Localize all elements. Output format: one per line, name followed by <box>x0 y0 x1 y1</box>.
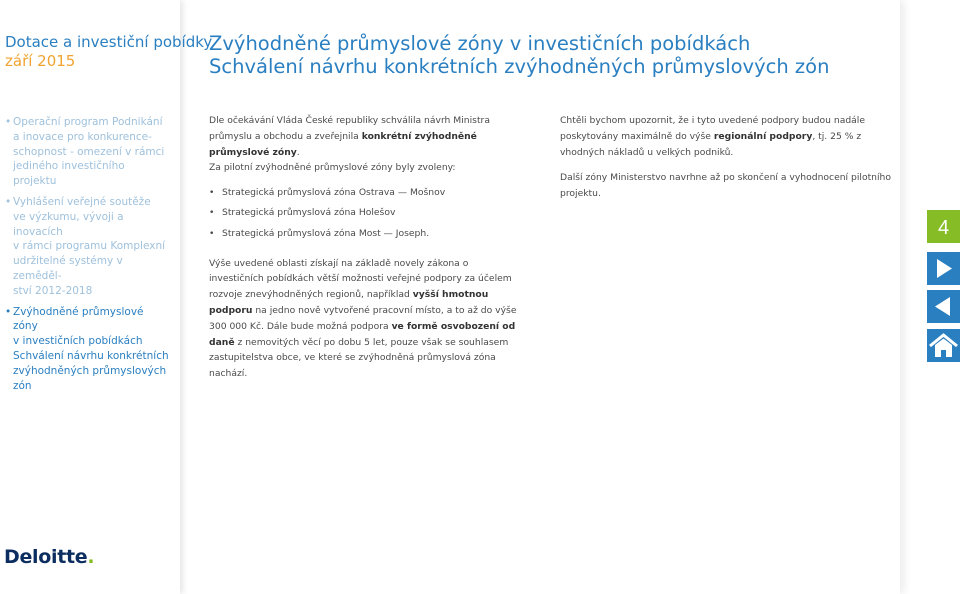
bullet-icon: • <box>209 227 215 239</box>
next-zones-paragraph: Další zóny Ministerstvo navrhne až po skončení a vyhodnocení pilotního projektu. <box>560 172 892 200</box>
sidebar <box>0 0 213 594</box>
prev-arrow-icon <box>927 290 960 323</box>
next-page-button[interactable] <box>927 252 960 285</box>
zone-list <box>209 185 524 241</box>
content-column-left <box>209 113 524 382</box>
home-icon <box>927 329 960 362</box>
page-title-line-1: Zvýhodněné průmyslové zóny v investičních pobídkách <box>209 32 751 55</box>
sidebar-title: Dotace a investiční pobídky <box>5 33 213 51</box>
page-title <box>209 32 829 78</box>
list-item: • Strategická průmyslová zóna Most — Joseph. <box>209 226 524 242</box>
next-arrow-icon <box>927 252 960 285</box>
sidebar-item-vyhlaseni-souteze[interactable]: • Vyhlášení veřejné soutěže ve výzkumu, vývoji a inovacích v rámci programu Komplexní udržitelné systémy v zeměděl- ství 2012-2018 <box>5 195 166 297</box>
sidebar-item-zvyhodnene-zony[interactable]: • Zvýhodněné průmyslové zóny v investičních pobídkách Schválení návrhu konkrétních zvýhodněných průmyslových zón <box>5 305 169 392</box>
sidebar-title-block <box>5 33 212 71</box>
list-item: • Strategická průmyslová zóna Holešov <box>209 205 524 221</box>
sidebar-item-op-pik[interactable]: • Operační program Podnikání a inovace pro konkurence- schopnost - omezení v rámci jediného investičního projektu <box>5 116 165 188</box>
intro-paragraph: Dle očekávání Vláda České republiky schválila návrh Ministra průmyslu a obchodu a zveřejnila konkrétní zvýhodněné průmyslové zóny. Za pilotní zvýhodněné průmyslové zóny byly zvoleny: <box>209 115 490 174</box>
bullet-icon: • <box>5 195 12 208</box>
note-paragraph: Chtěli bychom upozornit, že i tyto uvedené podpory budou nadále poskytovány maximálně do výše regionální podpory, tj. 25 % z vhodných nákladů u velkých podniků. <box>560 115 865 158</box>
content-column-right <box>560 113 895 202</box>
support-paragraph: Výše uvedené oblasti získají na základě novely zákona o investičních pobídkách větší možnosti veřejné podpory za účelem rozvoje znevýhodněných regionů, například vyšší hmotnou podporu na jedno nově vytvořené pracovní místo, a to až do výše 300 000 Kč. Dále bude možná podpora ve formě osvobození od daně z nemovitých věcí po dobu 5 let, pouze však se souhlasem zastupitelstva obce, ve které se zvýhodněná průmyslová zóna nachází. <box>209 257 517 380</box>
bullet-icon: • <box>5 116 12 128</box>
bullet-icon: • <box>209 187 215 199</box>
home-button[interactable] <box>927 329 960 362</box>
bullet-icon: • <box>5 305 12 318</box>
list-item: • Strategická průmyslová zóna Ostrava — Mošnov <box>209 185 524 201</box>
previous-page-button[interactable] <box>927 290 960 323</box>
page-title-line-2: Schválení návrhu konkrétních zvýhodněných průmyslových zón <box>209 55 830 78</box>
sidebar-date: září 2015 <box>5 52 76 70</box>
deloitte-logo: Deloitte. <box>4 546 95 568</box>
page-number-badge: 4 <box>927 210 960 243</box>
bullet-icon: • <box>209 207 215 219</box>
sidebar-topic-list <box>5 115 170 399</box>
